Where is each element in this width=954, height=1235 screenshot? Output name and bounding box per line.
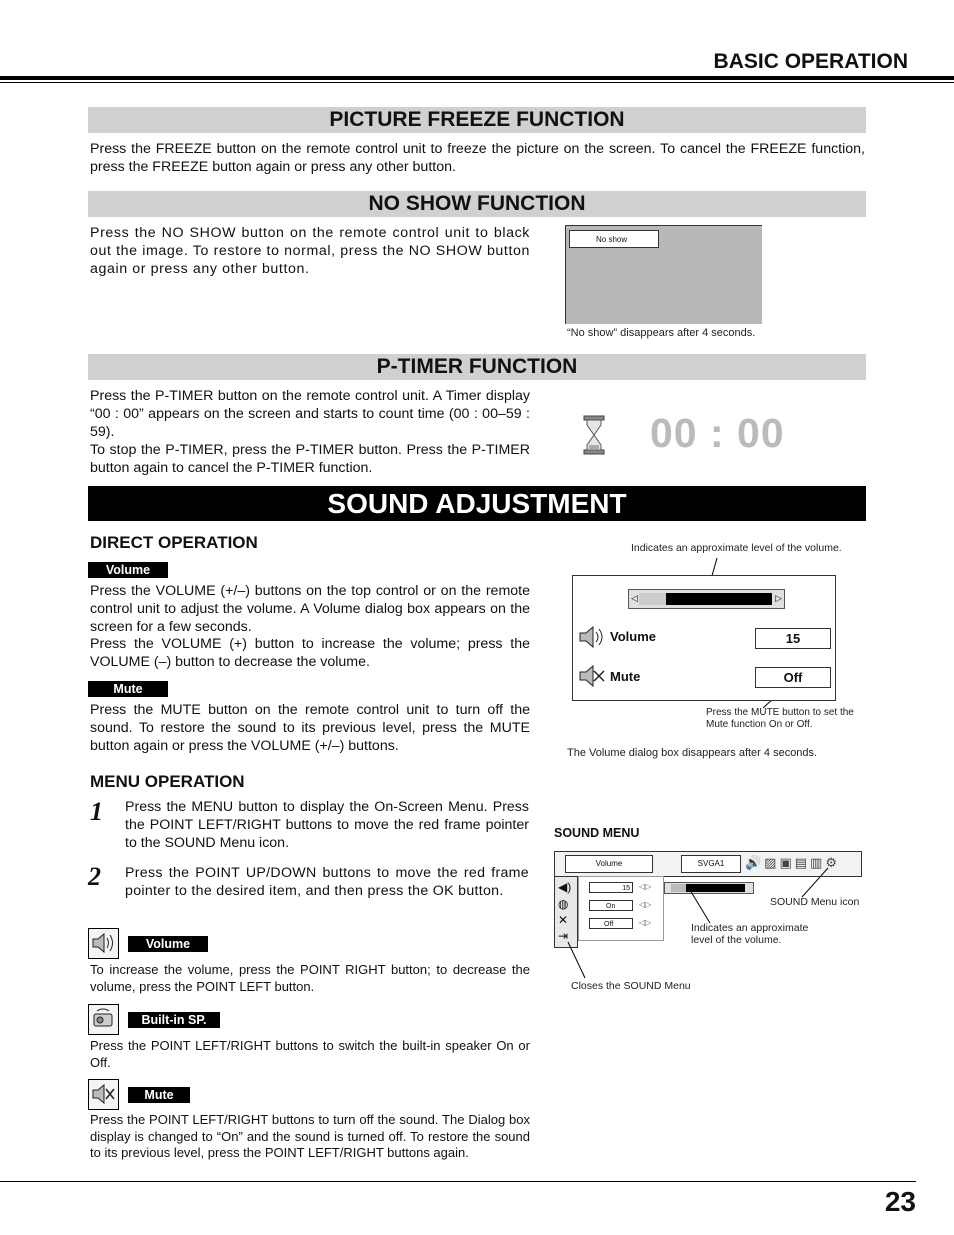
step1-number: 1 [90,797,103,826]
sound-title: SOUND ADJUSTMENT [88,486,866,521]
menu-bar-icons: 🔊▨▣▤▥⚙ [745,855,840,870]
volume-text2: Press the VOLUME (+) button to increase the volume; press the VOLUME (–) button to decrease the volume. [90,636,530,670]
dialog-volume-label: Volume [610,629,656,644]
note-volume-level: Indicates an approximate level of the volume. [631,542,842,554]
sound-menu-source: SVGA1 [681,855,741,873]
speaker-icon [577,625,605,654]
menu-builtin-speaker-icon [88,1004,119,1035]
row-arrows-1: ◁▷ [639,882,652,891]
timer-display: 00 : 00 [650,410,785,456]
noshow-screen-label: No show [569,230,659,248]
note-close-sound-menu: Closes the SOUND Menu [571,980,691,992]
volume-bar-track [639,593,772,605]
step2-text: Press the POINT UP/DOWN buttons to move the red frame pointer to the desired item, and then press the OK button. [125,865,529,899]
header-rule [0,76,954,80]
menu-volume-text: To increase the volume, press the POINT RIGHT button; to decrease the volume, press the POINT LEFT button. [90,962,530,994]
sound-row-value-1: 15 [589,882,633,893]
noshow-title: NO SHOW FUNCTION [88,191,866,217]
menu-operation-heading: MENU OPERATION [90,772,245,791]
volume-bar-fill [639,593,666,605]
column-mute-icon: ✕ [558,913,569,927]
volume-dialog [572,575,836,701]
mute-tag: Mute [88,681,168,697]
direct-operation-heading: DIRECT OPERATION [90,533,258,552]
freeze-title: PICTURE FREEZE FUNCTION [88,107,866,133]
volume-text1: Press the VOLUME (+/–) buttons on the top control or on the remote control unit to adjust the volume. A Volume dialog box appears on the screen for a few seconds. [90,583,530,635]
volume-tag: Volume [88,562,168,578]
sound-menu-title: SOUND MENU [554,826,640,840]
dialog-volume-value: 15 [755,628,831,649]
freeze-text: Press the FREEZE button on the remote control unit to freeze the picture on the screen. To cancel the FREEZE function, press the FREEZE button again or press any other button. [90,141,865,175]
header-rule-thin [0,82,954,83]
mute-text: Press the MUTE button on the remote control unit to turn off the sound. To restore the sound to its previous level, press the MUTE button again or press the VOLUME (+/–) buttons. [90,702,530,754]
note-sound-menu-icon: SOUND Menu icon [770,896,860,908]
menu-mute-tag: Mute [128,1087,190,1103]
dialog-mute-value: Off [755,667,831,688]
sound-menu-tab: Volume [565,855,653,873]
sound-row-value-2: On [589,900,633,911]
note-sound-menu-level: Indicates an approximate level of the volume. [691,922,809,946]
speaker-large-icon: ▷ [775,593,782,603]
noshow-caption: “No show” disappears after 4 seconds. [567,327,756,339]
noshow-screen [565,225,762,324]
mute-speaker-icon [577,664,605,693]
noshow-text: Press the NO SHOW button on the remote control unit to black out the image. To restore to normal, press the NO SHOW button again or press any other button. [90,225,530,277]
menu-builtin-tag: Built-in SP. [128,1012,220,1028]
step2-number: 2 [88,862,101,891]
menu-volume-icon [88,928,119,959]
dialog-mute-label: Mute [610,669,641,684]
section-header: BASIC OPERATION [713,50,908,73]
speaker-small-icon: ◁ [631,593,638,603]
footer-rule [0,1181,916,1182]
menu-builtin-text: Press the POINT LEFT/RIGHT buttons to switch the built-in speaker On or Off. [90,1038,530,1070]
ptimer-text1: Press the P-TIMER button on the remote control unit. A Timer display “00 : 00” appears on the screen and starts to count time (00 : 00–59 : 59). [90,388,530,440]
column-exit-icon: ⇥ [558,929,569,943]
ptimer-text2: To stop the P-TIMER, press the P-TIMER button. Press the P-TIMER button again to cancel the P-TIMER function. [90,442,530,476]
column-speaker-icon: ◀) [558,880,572,894]
menu-mute-icon [88,1079,119,1110]
step1-text: Press the MENU button to display the On-Screen Menu. Press the POINT LEFT/RIGHT buttons to move the red frame pointer to the SOUND Menu icon. [125,799,529,851]
dialog-caption: The Volume dialog box disappears after 4 seconds. [567,747,818,759]
note-mute-button: Press the MUTE button to set the Mute function On or Off. [706,707,854,730]
hourglass-icon [583,415,605,460]
ptimer-title: P-TIMER FUNCTION [88,354,866,380]
row-arrows-3: ◁▷ [639,918,652,927]
menu-volume-tag: Volume [128,936,208,952]
page-number: 23 [884,1186,916,1217]
volume-bar [628,589,785,609]
column-builtin-icon: ◍ [558,897,569,911]
sound-row-value-3: Off [589,918,633,929]
row-arrows-2: ◁▷ [639,900,652,909]
menu-mute-text: Press the POINT LEFT/RIGHT buttons to turn off the sound. The Dialog box display is changed to “On” and the sound is turned off. To restore the sound to its previous level, press the POINT LEFT/RIGHT buttons again. [90,1112,530,1160]
